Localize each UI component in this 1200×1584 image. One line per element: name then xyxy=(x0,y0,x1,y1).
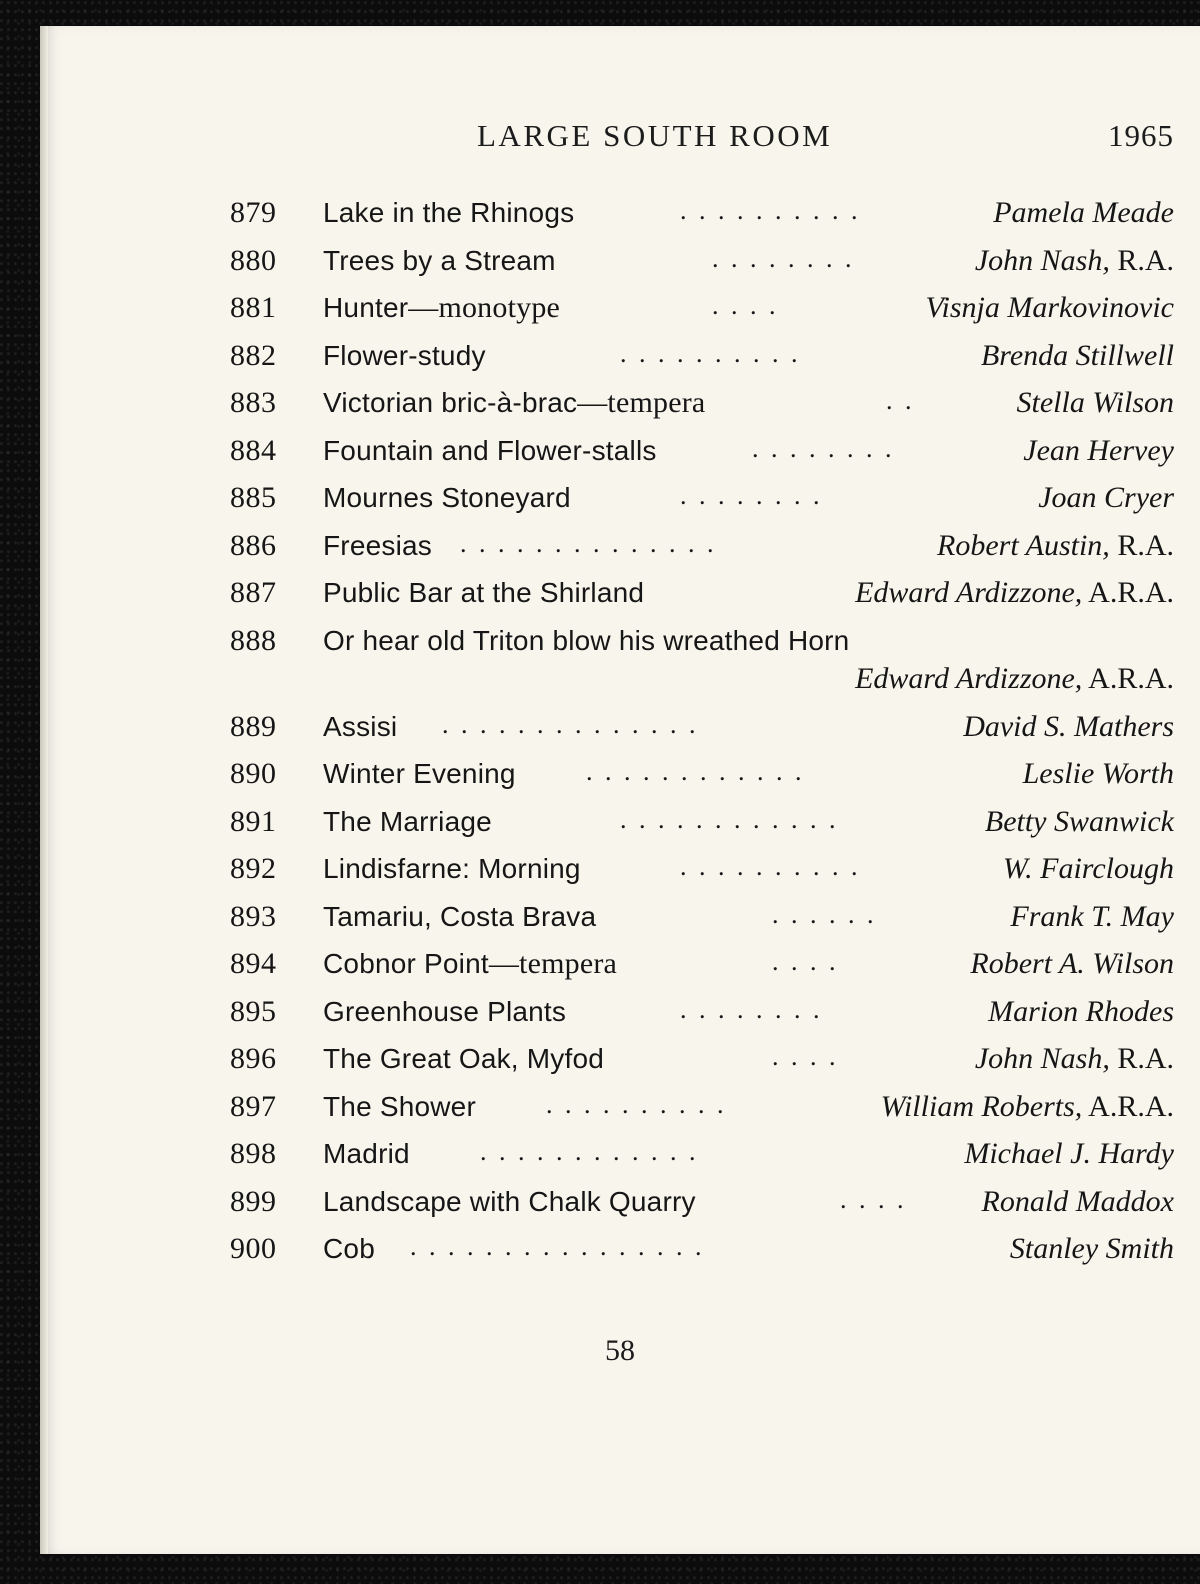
leader-dots: . . . . . . . . . . . . . . xyxy=(442,709,699,739)
leader-dots: . . xyxy=(886,386,915,415)
catalogue-entry xyxy=(40,805,1200,853)
leader-dots: . . . . . . . . xyxy=(752,433,895,463)
leader-dots: . . . . . . xyxy=(772,899,877,929)
entry-number: 885 xyxy=(230,481,277,514)
entry-title: The Great Oak, Myfod xyxy=(323,1043,604,1074)
catalogue-entry xyxy=(40,947,1200,995)
leader-dots: . . . . xyxy=(772,947,839,976)
entry-title: Flower-study xyxy=(323,339,486,371)
entry-title: Fountain and Flower-stalls xyxy=(323,434,657,466)
entry-number: 895 xyxy=(230,994,277,1028)
entry-number: 891 xyxy=(230,804,277,838)
entry-artist: Michael J. Hardy xyxy=(964,1137,1174,1170)
entry-number: 897 xyxy=(230,1089,277,1123)
leader-dots: . . . . . . . . . . . . . . . . xyxy=(410,1232,705,1261)
entry-number: 900 xyxy=(230,1232,277,1265)
leader-dots: . . . . . . . . . . . . . . xyxy=(460,528,717,558)
entry-title: Assisi xyxy=(323,710,398,742)
entry-title: Victorian bric-à-brac—tempera xyxy=(323,386,706,419)
running-head xyxy=(40,118,1200,158)
entry-title: Mournes Stoneyard xyxy=(323,482,571,513)
entry-number: 893 xyxy=(230,899,277,933)
catalogue-entry xyxy=(40,529,1200,577)
entry-artist: Stella Wilson xyxy=(1016,386,1174,419)
entry-artist: Joan Cryer xyxy=(1038,481,1174,514)
catalogue-entry xyxy=(40,1232,1200,1280)
catalogue-entry xyxy=(40,1090,1200,1138)
entry-artist: Stanley Smith xyxy=(1009,1232,1174,1265)
catalogue-entry xyxy=(40,196,1200,244)
entry-number: 887 xyxy=(230,576,277,609)
entry-artist: Ronald Maddox xyxy=(981,1184,1174,1218)
entry-artist: David S. Mathers xyxy=(963,709,1174,743)
catalogue-entry xyxy=(40,339,1200,387)
entry-number: 888 xyxy=(230,623,277,657)
leader-dots: . . . . . . . . . . . . xyxy=(620,804,839,834)
entry-number: 889 xyxy=(230,709,277,743)
entry-title: Or hear old Triton blow his wreathed Horn xyxy=(323,624,850,656)
entry-artist: Pamela Meade xyxy=(993,196,1174,229)
catalogue-entry xyxy=(40,757,1200,805)
entry-number: 894 xyxy=(230,947,277,980)
entry-number: 899 xyxy=(230,1184,277,1218)
entry-artist: John Nash, R.A. xyxy=(974,1042,1174,1075)
page-year: 1965 xyxy=(1108,118,1174,153)
leader-dots: . . . . xyxy=(772,1042,839,1071)
catalogue-entry xyxy=(40,995,1200,1043)
entry-number: 890 xyxy=(230,757,277,790)
catalogue-entry xyxy=(40,900,1200,948)
leader-dots: . . . . . . . . . . xyxy=(620,338,801,368)
entry-title: Tamariu, Costa Brava xyxy=(323,900,597,932)
leader-dots: . . . . xyxy=(712,291,779,320)
catalogue-entry xyxy=(40,244,1200,292)
entry-title: Cobnor Point—tempera xyxy=(323,947,618,980)
entry-artist: Frank T. May xyxy=(1010,899,1174,933)
catalogue-entry xyxy=(40,710,1200,758)
entry-title: Greenhouse Plants xyxy=(323,995,567,1027)
entry-artist: Marion Rhodes xyxy=(988,994,1174,1028)
entry-title: The Marriage xyxy=(323,805,492,837)
leader-dots: . . . . . . . . . . xyxy=(546,1089,727,1119)
entry-title: The Shower xyxy=(323,1090,476,1122)
entry-title: Lindisfarne: Morning xyxy=(323,853,581,884)
catalogue-entry xyxy=(40,852,1200,900)
page-title: LARGE SOUTH ROOM xyxy=(477,118,833,153)
catalogue-entry xyxy=(40,481,1200,529)
entry-number: 898 xyxy=(230,1137,277,1170)
entry-title: Landscape with Chalk Quarry xyxy=(323,1185,696,1217)
entry-list xyxy=(40,196,1200,1280)
entry-artist: Robert Austin, R.A. xyxy=(937,528,1174,562)
entry-title: Freesias xyxy=(323,529,432,561)
entry-artist: Visnja Markovinovic xyxy=(925,291,1174,324)
page-number: 58 xyxy=(605,1334,635,1367)
catalogue-entry xyxy=(40,291,1200,339)
entry-title: Public Bar at the Shirland xyxy=(323,577,645,608)
entry-title: Madrid xyxy=(323,1138,410,1169)
catalogue-entry xyxy=(40,624,1200,710)
entry-number: 886 xyxy=(230,528,277,562)
catalogue-entry xyxy=(40,1185,1200,1233)
catalogue-entry xyxy=(40,386,1200,434)
entry-title: Winter Evening xyxy=(323,758,516,789)
catalogue-entry xyxy=(40,576,1200,624)
leader-dots: . . . . . . . . . . . . xyxy=(586,757,805,786)
leader-dots: . . . . xyxy=(840,1184,907,1214)
entry-number: 892 xyxy=(230,852,277,885)
page-binding-edge xyxy=(40,26,48,1554)
entry-artist: Jean Hervey xyxy=(1023,433,1174,467)
entry-title: Hunter—monotype xyxy=(323,291,561,324)
entry-title: Cob xyxy=(323,1233,375,1264)
entry-number: 896 xyxy=(230,1042,277,1075)
leader-dots: . . . . . . . . . . . . xyxy=(480,1137,699,1166)
catalogue-page xyxy=(40,26,1200,1554)
entry-artist: John Nash, R.A. xyxy=(974,243,1174,277)
entry-artist: William Roberts, A.R.A. xyxy=(880,1089,1174,1123)
entry-artist: Leslie Worth xyxy=(1022,757,1174,790)
leader-dots: . . . . . . . . xyxy=(680,994,823,1024)
leader-dots: . . . . . . . . . . xyxy=(680,196,861,225)
entry-artist: Betty Swanwick xyxy=(984,804,1174,838)
entry-title: Lake in the Rhinogs xyxy=(323,197,575,228)
catalogue-entry xyxy=(40,1137,1200,1185)
entry-number: 879 xyxy=(230,196,277,229)
entry-artist: Brenda Stillwell xyxy=(980,338,1174,372)
entry-number: 882 xyxy=(230,338,277,372)
entry-number: 883 xyxy=(230,386,277,419)
catalogue-entry xyxy=(40,1042,1200,1090)
leader-dots: . . . . . . . . xyxy=(712,243,855,273)
leader-dots: . . . . . . . . . . xyxy=(680,852,861,881)
catalogue-entry xyxy=(40,434,1200,482)
entry-artist: W. Fairclough xyxy=(1002,852,1174,885)
entry-number: 880 xyxy=(230,243,277,277)
entry-title: Trees by a Stream xyxy=(323,244,556,276)
entry-artist: Edward Ardizzone, A.R.A. xyxy=(855,576,1174,609)
entry-artist: Robert A. Wilson xyxy=(970,947,1174,980)
entry-number: 884 xyxy=(230,433,277,467)
entry-artist: Edward Ardizzone, A.R.A. xyxy=(855,661,1174,695)
entry-number: 881 xyxy=(230,291,277,324)
leader-dots: . . . . . . . . xyxy=(680,481,823,510)
